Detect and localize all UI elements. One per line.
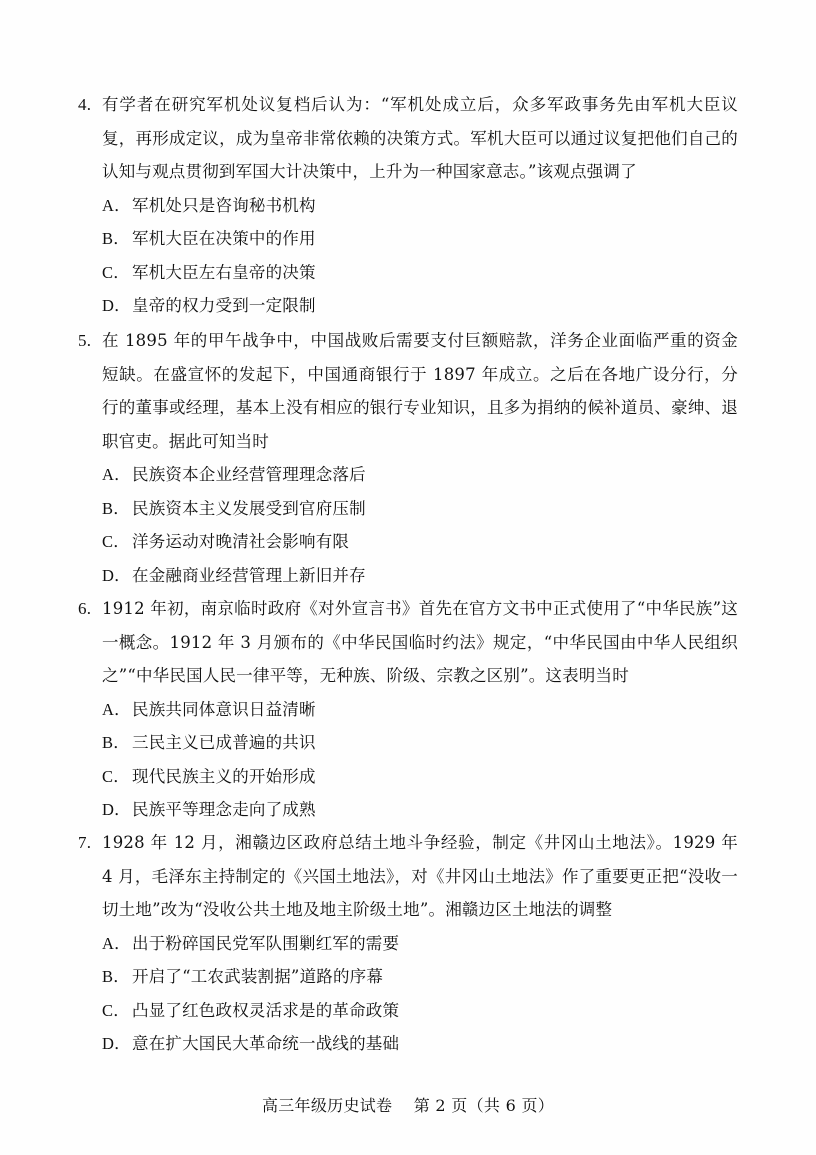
option-text: 出于粉碎国民党军队围剿红军的需要 [132, 933, 400, 953]
option-c [78, 256, 738, 290]
option-text: 现代民族主义的开始形成 [132, 766, 316, 786]
option-c [78, 994, 738, 1028]
option-letter: A． [102, 699, 131, 719]
option-a [78, 458, 738, 492]
option-letter: D． [102, 565, 131, 585]
option-b [78, 960, 738, 994]
option-text: 民族资本主义发展受到官府压制 [132, 498, 366, 518]
option-letter: D． [102, 296, 131, 315]
option-text: 军机大臣在决策中的作用 [132, 229, 316, 248]
question-number: 4. [78, 95, 92, 114]
option-text: 凸显了红色政权灵活求是的革命政策 [132, 1000, 400, 1020]
option-text: 三民主义已成普遍的共识 [132, 733, 316, 752]
exam-title: 高三年级历史试卷 [261, 1096, 393, 1115]
option-letter: C． [102, 766, 130, 786]
option-letter: B． [102, 733, 130, 752]
question-number: 6. [78, 599, 92, 618]
option-b [78, 726, 738, 760]
option-d [78, 793, 738, 827]
question-stem [78, 88, 738, 189]
question-text: 1912 年初，南京临时政府《对外宣言书》首先在官方文书中正式使用了“中华民族”这一概念。1912 年 3 月颁布的《中华民国临时约法》规定，“中华民国由中华人民组织之”“中华民国人民一律平等，无种族、阶级、宗教之区别”。这表明当时 [102, 599, 738, 685]
page-footer [0, 1094, 816, 1118]
option-letter: C． [102, 1000, 130, 1020]
option-text: 民族共同体意识日益清晰 [132, 699, 316, 719]
option-letter: A． [102, 933, 131, 953]
question-5 [78, 324, 738, 592]
option-d [78, 1027, 738, 1061]
option-text: 民族资本企业经营管理理念落后 [132, 465, 366, 484]
question-stem [78, 592, 738, 693]
option-b [78, 492, 738, 526]
question-7 [78, 826, 738, 1061]
option-text: 皇帝的权力受到一定限制 [132, 296, 316, 315]
question-text: 在 1895 年的甲午战争中，中国战败后需要支付巨额赔款，洋务企业面临严重的资金短缺。在盛宣怀的发起下，中国通商银行于 1897 年成立。之后在各地广设分行，分行的董事或经理，基本上没有相应的银行专业知识，且多为捐纳的候补道员、豪绅、退职官吏。据此可知当时 [102, 331, 738, 451]
option-c [78, 525, 738, 559]
question-6 [78, 592, 738, 827]
option-text: 意在扩大国民大革命统一战线的基础 [132, 1034, 400, 1053]
option-d [78, 289, 738, 323]
option-letter: D． [102, 800, 131, 819]
question-text: 1928 年 12 月，湘赣边区政府总结土地斗争经验，制定《井冈山土地法》。1929 年 4 月，毛泽东主持制定的《兴国土地法》，对《井冈山土地法》作了重要更正把“没收一切土地”改为“没收公共土地及地主阶级土地”。湘赣边区土地法的调整 [102, 833, 738, 919]
option-text: 洋务运动对晚清社会影响有限 [132, 532, 350, 551]
option-letter: B． [102, 498, 130, 518]
option-a [78, 693, 738, 727]
option-letter: B． [102, 967, 130, 986]
question-text: 有学者在研究军机处议复档后认为：“军机处成立后，众多军政事务先由军机大臣议复，再形成定议，成为皇帝非常依赖的决策方式。军机大臣可以通过议复把他们自己的认知与观点贯彻到军国大计决策中，上升为一种国家意志。”该观点强调了 [102, 95, 738, 181]
question-stem [78, 324, 738, 458]
question-number: 7. [78, 833, 92, 852]
option-letter: B． [102, 229, 130, 248]
option-letter: A． [102, 195, 131, 215]
option-letter: A． [102, 465, 131, 484]
question-stem [78, 826, 738, 927]
option-c [78, 760, 738, 794]
question-4 [78, 88, 738, 323]
option-d [78, 559, 738, 593]
option-text: 军机大臣左右皇帝的决策 [132, 262, 316, 282]
option-letter: C． [102, 262, 130, 282]
option-letter: C． [102, 532, 130, 551]
option-text: 民族平等理念走向了成熟 [132, 800, 316, 819]
option-a [78, 189, 738, 223]
option-a [78, 927, 738, 961]
option-text: 开启了“工农武装割据”道路的序幕 [132, 967, 384, 986]
option-letter: D． [102, 1034, 131, 1053]
option-b [78, 222, 738, 256]
option-text: 在金融商业经营管理上新旧并存 [132, 565, 366, 585]
question-number: 5. [78, 331, 92, 350]
option-text: 军机处只是咨询秘书机构 [132, 195, 316, 215]
page-number: 第 2 页（共 6 页） [413, 1096, 555, 1115]
